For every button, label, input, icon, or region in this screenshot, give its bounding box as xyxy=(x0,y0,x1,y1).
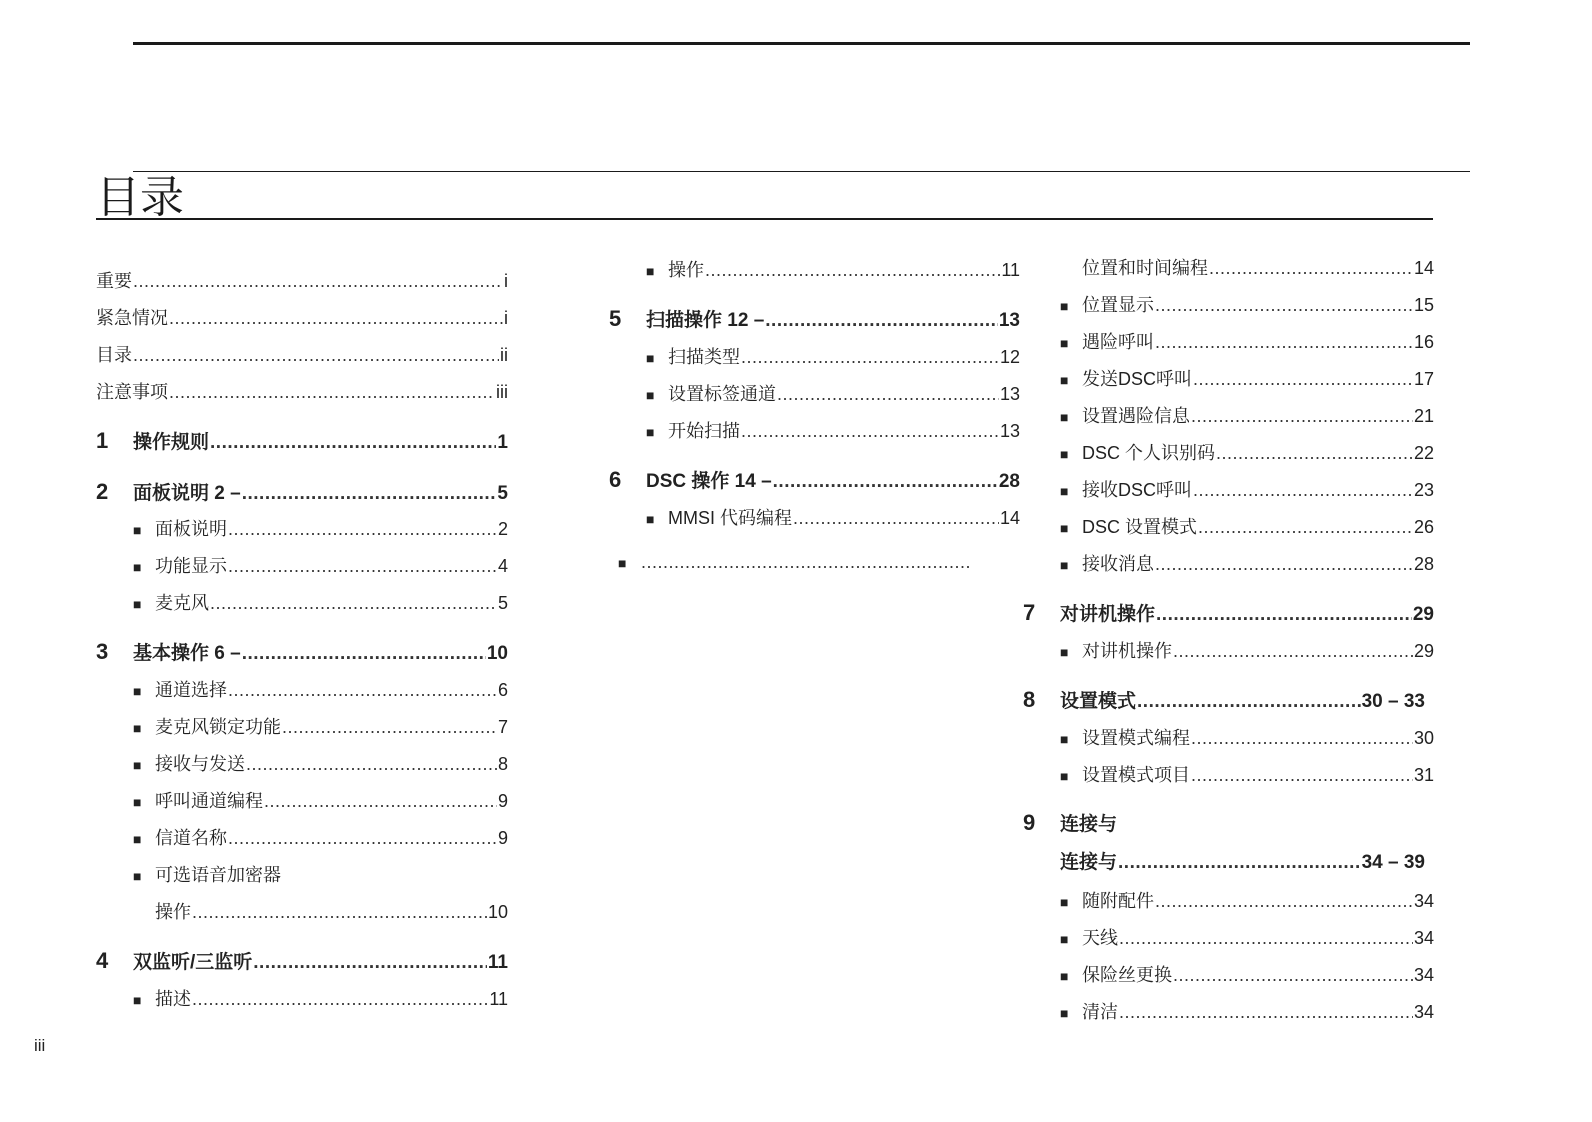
toc-chapter[interactable] xyxy=(96,428,508,454)
leader-dots xyxy=(133,342,499,368)
chapter-title: DSC 操作 14 – xyxy=(646,471,772,492)
toc-entry[interactable] xyxy=(646,418,1020,444)
toc-entry-label: 紧急情况 xyxy=(96,308,168,328)
bullet-icon: ■ xyxy=(133,868,142,884)
leader-dots xyxy=(1119,999,1413,1025)
toc-entry-page: 14 xyxy=(1413,258,1434,278)
toc-entry-label: 麦克风锁定功能 xyxy=(155,717,281,737)
chapter-title: 连接与 xyxy=(1060,814,1118,835)
chapter-number: 7 xyxy=(1023,600,1036,625)
leader-dots xyxy=(246,751,497,777)
bullet-icon: ■ xyxy=(646,387,655,403)
toc-entry[interactable] xyxy=(1060,762,1434,788)
chapter-title: 面板说明 2 – xyxy=(133,483,241,504)
toc-entry[interactable] xyxy=(133,553,508,579)
toc-entry[interactable] xyxy=(133,825,508,851)
toc-entry-page: 4 xyxy=(497,556,508,576)
toc-entry-label: 开始扫描 xyxy=(668,421,740,441)
toc-entry-label: 设置模式编程 xyxy=(1082,728,1190,748)
bullet-icon: ■ xyxy=(1060,557,1069,573)
toc-entry-label: 接收DSC呼叫 xyxy=(1082,480,1193,500)
toc-entry-label: 操作 xyxy=(668,260,704,280)
toc-entry[interactable] xyxy=(646,505,1020,531)
toc-entry[interactable] xyxy=(1060,725,1434,751)
bullet-icon: ■ xyxy=(133,794,142,810)
toc-entry-page: 34 xyxy=(1413,928,1434,948)
toc-entry[interactable] xyxy=(133,516,508,542)
toc-entry-page: 15 xyxy=(1413,295,1434,315)
toc-entry[interactable] xyxy=(646,344,1020,370)
toc-entry[interactable] xyxy=(133,714,508,740)
toc-entry[interactable] xyxy=(133,751,508,777)
toc-entry-page: 13 xyxy=(999,421,1020,441)
toc-entry-page: 29 xyxy=(1413,641,1434,661)
chapter-title: 双监听/三监听 xyxy=(133,952,253,973)
toc-entry[interactable] xyxy=(1060,477,1434,503)
leader-dots xyxy=(1155,329,1413,355)
toc-entry-continuation[interactable] xyxy=(1082,255,1434,281)
toc-chapter[interactable] xyxy=(1023,810,1425,836)
leader-dots xyxy=(1155,292,1413,318)
toc-entry-page: 21 xyxy=(1413,406,1434,426)
toc-entry[interactable] xyxy=(1060,403,1434,429)
toc-entry-page: 2 xyxy=(497,519,508,539)
chapter-page: 5 xyxy=(497,483,508,504)
leader-dots xyxy=(793,505,999,531)
bullet-icon: ■ xyxy=(133,831,142,847)
chapter-number: 6 xyxy=(609,467,622,492)
bullet-icon: ■ xyxy=(1060,335,1069,351)
toc-entry-label: 呼叫通道编程 xyxy=(155,791,263,811)
page-number: iii xyxy=(34,1036,46,1055)
toc-entry-label: 描述 xyxy=(155,989,191,1009)
toc-entry-page: 34 xyxy=(1413,891,1434,911)
toc-entry[interactable] xyxy=(1060,925,1434,951)
bullet-icon: ■ xyxy=(1060,446,1069,462)
toc-entry[interactable] xyxy=(1060,514,1434,540)
bullet-icon: ■ xyxy=(1060,298,1069,314)
toc-entry-label: 位置和时间编程 xyxy=(1082,258,1208,278)
leader-dots xyxy=(1191,762,1413,788)
toc-entry-page: 28 xyxy=(1413,554,1434,574)
toc-entry-label: 扫描类型 xyxy=(668,347,740,367)
toc-entry-page: 9 xyxy=(497,791,508,811)
chapter-number: 2 xyxy=(96,479,109,504)
toc-entry-label: 设置模式项目 xyxy=(1082,765,1190,785)
leader-dots xyxy=(1119,925,1413,951)
leader-dots xyxy=(228,677,497,703)
toc-entry-page: 7 xyxy=(497,717,508,737)
toc-entry-label: 功能显示 xyxy=(155,556,227,576)
leader-dots xyxy=(1173,962,1413,988)
header-rule xyxy=(133,171,1470,172)
chapter-title: 操作规则 xyxy=(133,432,210,453)
bullet-icon: ■ xyxy=(133,596,142,612)
leader-dots xyxy=(1155,551,1413,577)
page-title: 目录 xyxy=(96,173,184,222)
chapter-page: 1 xyxy=(497,432,508,453)
chapter-page: 28 xyxy=(998,471,1020,492)
toc-entry-page: 11 xyxy=(489,989,508,1009)
toc-entry-page: 12 xyxy=(999,347,1020,367)
leader-dots xyxy=(1198,514,1413,540)
title-underline xyxy=(96,218,1433,220)
toc-entry-page: 23 xyxy=(1413,480,1434,500)
toc-entry-label: 面板说明 xyxy=(155,519,227,539)
toc-entry-page: iii xyxy=(496,382,508,402)
toc-entry-page: 6 xyxy=(497,680,508,700)
toc-entry-page: i xyxy=(504,308,508,328)
toc-entry-label: 可选语音加密器 xyxy=(155,865,281,885)
bullet-icon: ■ xyxy=(1060,731,1069,747)
leader-dots xyxy=(741,418,999,444)
leader-dots xyxy=(228,516,497,542)
leader-dots xyxy=(1216,440,1413,466)
chapter-title: 设置模式 xyxy=(1060,691,1137,712)
leader-dots xyxy=(169,379,495,405)
toc-entry-page: 11 xyxy=(1001,260,1020,280)
toc-entry-page: 14 xyxy=(999,508,1020,528)
bullet-icon: ■ xyxy=(1060,1005,1069,1021)
toc-entry-page: 5 xyxy=(497,593,508,613)
toc-entry-continuation[interactable] xyxy=(155,899,508,925)
chapter-number: 9 xyxy=(1023,810,1036,835)
toc-entry[interactable] xyxy=(1060,292,1434,318)
toc-entry-page: 34 xyxy=(1413,965,1434,985)
toc-entry-label: 麦克风 xyxy=(155,593,209,613)
chapter-number: 4 xyxy=(96,948,109,973)
toc-entry-label: MMSI 代码编程 xyxy=(668,508,792,528)
toc-entry-page: i xyxy=(504,271,508,291)
leader-dots xyxy=(133,268,503,294)
bullet-icon: ■ xyxy=(646,350,655,366)
toc-entry-label: 接收消息 xyxy=(1082,554,1154,574)
toc-entry[interactable] xyxy=(133,788,508,814)
toc-entry-label: 目录 xyxy=(96,345,132,365)
leader-dots xyxy=(1118,850,1361,876)
toc-entry-page: 13 xyxy=(999,384,1020,404)
bullet-icon: ■ xyxy=(133,559,142,575)
toc-entry[interactable] xyxy=(96,305,508,331)
leader-dots xyxy=(169,305,503,331)
toc-entry-label: 对讲机操作 xyxy=(1082,641,1172,661)
leader-dots xyxy=(242,641,486,667)
toc-entry-label: 通道选择 xyxy=(155,680,227,700)
leader-dots xyxy=(705,257,1000,283)
toc-entry-page: 22 xyxy=(1413,443,1434,463)
chapter-page: 30 – 33 xyxy=(1361,691,1425,712)
toc-entry[interactable] xyxy=(1060,888,1434,914)
toc-entry-page: 34 xyxy=(1413,1002,1434,1022)
bullet-icon: ■ xyxy=(1060,372,1069,388)
leader-dots xyxy=(1156,602,1412,628)
toc-entry-page: ii xyxy=(500,345,508,365)
toc-entry[interactable] xyxy=(1060,999,1434,1025)
chapter-number: 5 xyxy=(609,306,622,331)
bullet-icon: ■ xyxy=(646,263,655,279)
toc-entry-label: 遇险呼叫 xyxy=(1082,332,1154,352)
leader-dots xyxy=(210,590,497,616)
toc-entry[interactable] xyxy=(133,677,508,703)
toc-entry-page: 31 xyxy=(1413,765,1434,785)
toc-entry-label: 清洁 xyxy=(1082,1002,1118,1022)
chapter-page: 34 – 39 xyxy=(1361,852,1425,873)
toc-entry[interactable] xyxy=(1060,638,1434,664)
toc-entry[interactable] xyxy=(96,268,508,294)
chapter-number: 3 xyxy=(96,639,109,664)
bullet-icon: ■ xyxy=(1060,968,1069,984)
toc-chapter[interactable] xyxy=(96,948,508,974)
toc-entry-page: 8 xyxy=(497,754,508,774)
toc-entry-page: 10 xyxy=(487,902,508,922)
leader-dots xyxy=(777,381,999,407)
toc-entry-label: 天线 xyxy=(1082,928,1118,948)
leader-dots xyxy=(228,553,497,579)
bullet-icon: ■ xyxy=(1060,409,1069,425)
leader-dots xyxy=(741,344,999,370)
leader-dots xyxy=(242,481,497,507)
toc-entry[interactable] xyxy=(1060,329,1434,355)
toc-entry-label: 信道名称 xyxy=(155,828,227,848)
leader-dots xyxy=(210,430,496,456)
chapter-title: 扫描操作 12 – xyxy=(646,310,765,331)
leader-dots xyxy=(765,308,998,334)
bullet-icon: ■ xyxy=(1060,520,1069,536)
leader-dots xyxy=(1173,638,1413,664)
toc-entry-page: 26 xyxy=(1413,517,1434,537)
bullet-icon: ■ xyxy=(133,720,142,736)
toc-chapter[interactable] xyxy=(1023,600,1434,626)
leader-dots xyxy=(1191,725,1413,751)
toc-entry-label: 设置遇险信息 xyxy=(1082,406,1190,426)
chapter-title: 基本操作 6 – xyxy=(133,643,241,664)
leader-dots xyxy=(1191,403,1413,429)
leader-dots xyxy=(192,986,488,1012)
leader-dots xyxy=(1193,477,1413,503)
toc-entry-label: DSC 个人识别码 xyxy=(1082,443,1216,463)
toc-entry-label: 保险丝更换 xyxy=(1082,965,1172,985)
chapter-number: 8 xyxy=(1023,687,1036,712)
bullet-icon: ■ xyxy=(133,757,142,773)
chapter-page: 29 xyxy=(1412,604,1434,625)
leader-dots xyxy=(1209,255,1413,281)
toc-entry-page: 9 xyxy=(497,828,508,848)
chapter-number: 1 xyxy=(96,428,109,453)
toc-entry[interactable] xyxy=(133,986,508,1012)
chapter-title: 对讲机操作 xyxy=(1060,604,1156,625)
toc-entry[interactable] xyxy=(133,862,508,888)
leader-dots xyxy=(282,714,497,740)
bullet-icon: ■ xyxy=(133,992,142,1008)
toc-chapter[interactable] xyxy=(609,467,1020,493)
top-rule xyxy=(133,42,1470,45)
bullet-icon: ■ xyxy=(1060,768,1069,784)
leader-dots xyxy=(192,899,487,925)
toc-entry-label: 操作 xyxy=(155,902,191,922)
toc-chapter[interactable] xyxy=(96,639,508,665)
leader-dots xyxy=(641,549,969,575)
toc-chapter[interactable] xyxy=(1023,687,1425,713)
leader-dots xyxy=(773,469,998,495)
toc-entry-page: 17 xyxy=(1413,369,1434,389)
bullet-icon: ■ xyxy=(1060,644,1069,660)
toc-entry[interactable] xyxy=(1060,962,1434,988)
toc-entry[interactable] xyxy=(1060,440,1434,466)
toc-chapter[interactable] xyxy=(96,479,508,505)
toc-entry-label: 设置标签通道 xyxy=(668,384,776,404)
toc-chapter-continuation[interactable] xyxy=(1060,850,1425,876)
leader-dots xyxy=(1155,888,1413,914)
bullet-icon: ■ xyxy=(646,511,655,527)
toc-entry[interactable] xyxy=(133,590,508,616)
leader-dots xyxy=(1193,366,1413,392)
toc-entry-label: 发送DSC呼叫 xyxy=(1082,369,1193,389)
chapter-page: 10 xyxy=(486,643,508,664)
toc-entry[interactable] xyxy=(646,381,1020,407)
bullet-icon: ■ xyxy=(618,555,627,571)
toc-entry[interactable] xyxy=(1060,551,1434,577)
bullet-icon: ■ xyxy=(1060,931,1069,947)
chapter-page: 13 xyxy=(998,310,1020,331)
bullet-icon: ■ xyxy=(133,522,142,538)
toc-entry-label: DSC 设置模式 xyxy=(1082,517,1198,537)
toc-entry[interactable] xyxy=(1060,366,1434,392)
bullet-icon: ■ xyxy=(1060,894,1069,910)
toc-entry-label: 随附配件 xyxy=(1082,891,1154,911)
toc-entry-label: 位置显示 xyxy=(1082,295,1154,315)
leader-dots xyxy=(264,788,497,814)
bullet-icon: ■ xyxy=(133,683,142,699)
toc-entry[interactable] xyxy=(96,379,508,405)
toc-entry-label: 注意事项 xyxy=(96,382,168,402)
bullet-icon: ■ xyxy=(646,424,655,440)
toc-entry-page: 30 xyxy=(1413,728,1434,748)
toc-entry-page: 16 xyxy=(1413,332,1434,352)
toc-entry-empty[interactable] xyxy=(618,549,970,575)
chapter-page: 11 xyxy=(487,952,508,973)
bullet-icon: ■ xyxy=(1060,483,1069,499)
toc-entry-label: 重要 xyxy=(96,271,132,291)
toc-entry-label: 接收与发送 xyxy=(155,754,245,774)
toc-entry[interactable] xyxy=(646,257,1020,283)
chapter-title: 连接与 xyxy=(1060,852,1118,873)
leader-dots xyxy=(1137,689,1361,715)
leader-dots xyxy=(253,950,487,976)
toc-entry[interactable] xyxy=(96,342,508,368)
leader-dots xyxy=(228,825,497,851)
toc-chapter[interactable] xyxy=(609,306,1020,332)
